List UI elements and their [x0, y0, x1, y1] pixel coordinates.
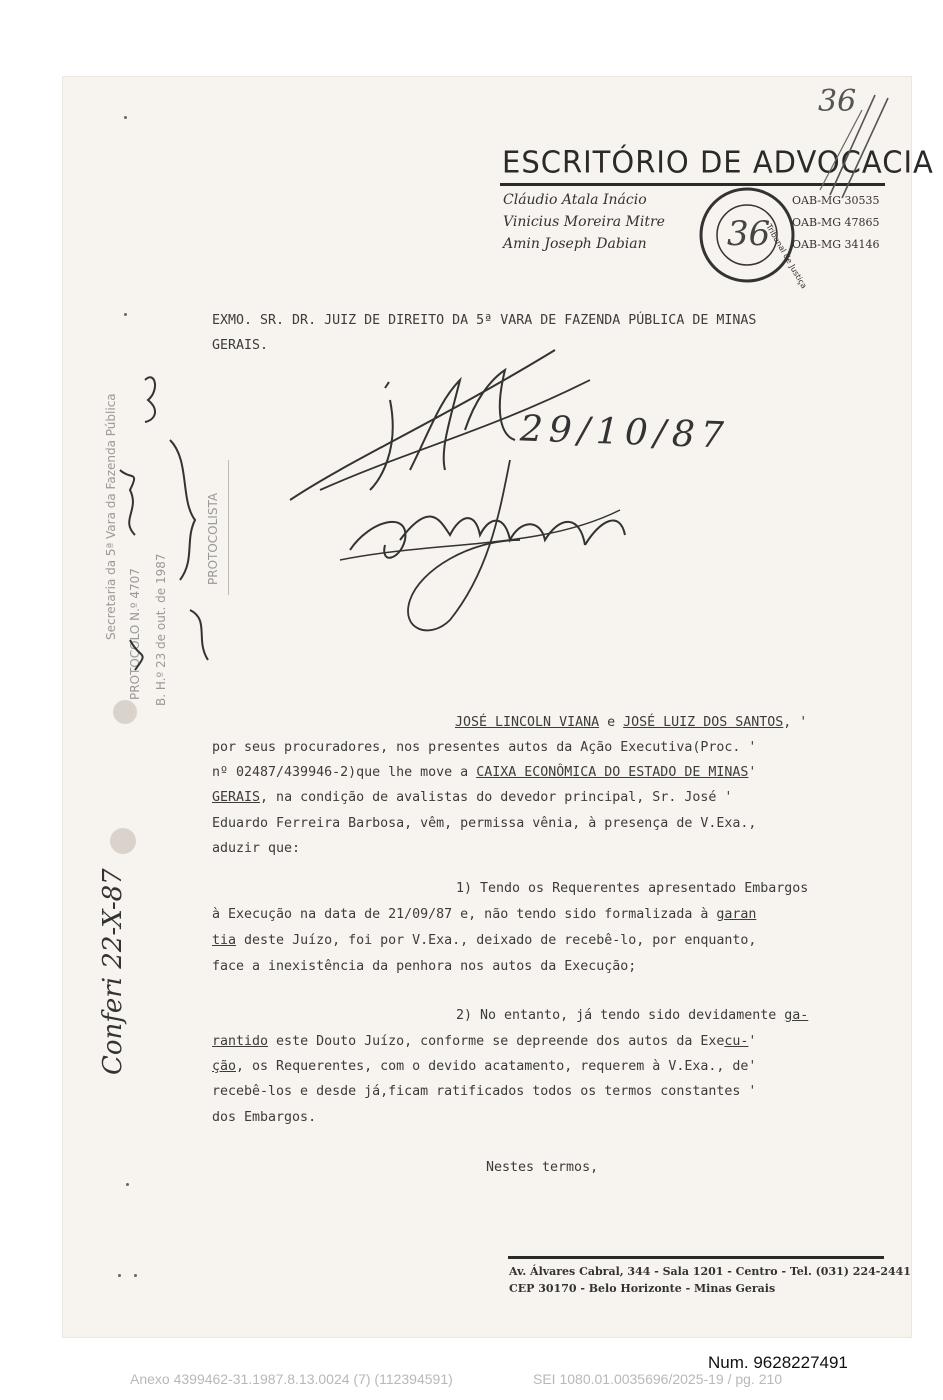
protocol-stamp-line-3: B. H.º 23 de out. de 1987	[154, 553, 168, 706]
hole-punch-1	[113, 700, 137, 724]
party-name-1: JOSÉ LINCOLN VIANA	[455, 715, 600, 730]
seal-text: Tribunal de Justiça	[764, 222, 809, 291]
sei-reference: SEI 1080.01.0035696/2025-19 / pg. 210	[533, 1371, 783, 1387]
body-p2-line-2: à Execução na data de 21/09/87 e, não tendo sido formalizada à garan	[212, 907, 757, 922]
body-p3-line-4: recebê-los e desde já,ficam ratificados todos os termos constantes '	[212, 1084, 757, 1099]
lawyer-name-2: Vinicius Moreira Mitre	[503, 214, 665, 230]
margin-handwritten-note: Conferi 22-X-87	[98, 868, 128, 1075]
speckle	[124, 116, 127, 119]
document-number: Num. 9628227491	[708, 1353, 848, 1372]
protocol-stamp-line-4: PROTOCOLISTA	[206, 492, 220, 585]
body-p1-line-2: por seus procuradores, nos presentes autos da Ação Executiva(Proc. '	[212, 740, 757, 755]
lawyer-name-3: Amin Joseph Dabian	[503, 236, 647, 252]
speckle	[124, 313, 127, 316]
closing-text: Nestes termos,	[486, 1160, 599, 1175]
creditor-name: CAIXA ECONÔMICA DO ESTADO DE MINAS	[476, 765, 749, 780]
lawyer-oab-2: OAB-MG 47865	[792, 216, 880, 229]
body-p1-line-1: JOSÉ LINCOLN VIANA e JOSÉ LUIZ DOS SANTOS, '	[455, 715, 808, 730]
body-p1-line-4: GERAIS, na condição de avalistas do devedor principal, Sr. José '	[212, 790, 733, 805]
body-p1-line-5: Eduardo Ferreira Barbosa, vêm, permissa vênia, à presença de V.Exa.,	[212, 816, 757, 831]
body-p1-line-6: aduzir que:	[212, 841, 301, 856]
lawyer-oab-1: OAB-MG 30535	[792, 194, 880, 207]
lawyer-oab-3: OAB-MG 34146	[792, 238, 880, 251]
body-p1-line-3: nº 02487/439946-2)que lhe move a CAIXA ECONÔMICA DO ESTADO DE MINAS'	[212, 765, 757, 780]
body-p3-line-5: dos Embargos.	[212, 1110, 317, 1125]
body-p2-line-1: 1) Tendo os Requerentes apresentado Embargos	[456, 881, 809, 896]
protocol-stamp-line-2: PROTOCOLO N.º 4707	[128, 568, 142, 700]
addressee-line-1: EXMO. SR. DR. JUIZ DE DIREITO DA 5ª VARA DE FAZENDA PÚBLICA DE MINAS	[212, 313, 757, 328]
footer-address: Av. Álvares Cabral, 344 - Sala 1201 - Centro - Tel. (031) 224-2441	[509, 1265, 911, 1278]
body-p2-line-3: tia deste Juízo, foi por V.Exa., deixado de recebê-lo, por enquanto,	[212, 933, 757, 948]
seal-page-number: 36	[727, 214, 771, 254]
lawyer-name-1: Cláudio Atala Inácio	[503, 192, 647, 208]
body-p3-line-3: ção, os Requerentes, com o devido acatamento, requerem à V.Exa., de'	[212, 1059, 757, 1074]
party-name-2: JOSÉ LUIZ DOS SANTOS	[623, 715, 784, 730]
protocol-stamp-line-1: Secretaria da 5ª Vara da Fazenda Pública	[104, 393, 118, 640]
body-p3-line-1: 2) No entanto, já tendo sido devidamente ga-	[456, 1008, 809, 1023]
addressee-line-2: GERAIS.	[212, 338, 269, 353]
hole-punch-2	[110, 828, 136, 854]
speckle	[126, 1183, 129, 1186]
protocol-stamp-rule	[228, 460, 229, 595]
speckle	[134, 1274, 137, 1277]
letterhead-title: ESCRITÓRIO DE ADVOCACIA	[502, 144, 934, 180]
handwritten-page-number: 36	[818, 84, 857, 119]
page-number-strikes	[800, 90, 890, 200]
footer-rule	[508, 1256, 884, 1259]
body-p3-line-2: rantido este Douto Juízo, conforme se depreende dos autos da Execu-'	[212, 1034, 757, 1049]
body-p2-line-4: face a inexistência da penhora nos autos da Execução;	[212, 959, 637, 974]
handwritten-date: 29/10/87	[519, 408, 731, 457]
speckle	[118, 1274, 121, 1277]
protocol-handwriting	[100, 360, 220, 680]
footer-cep: CEP 30170 - Belo Horizonte - Minas Gerais	[509, 1282, 776, 1295]
annex-reference: Anexo 4399462-31.1987.8.13.0024 (7) (112394591)	[130, 1371, 453, 1387]
handwritten-dispatch-signature	[290, 340, 770, 640]
